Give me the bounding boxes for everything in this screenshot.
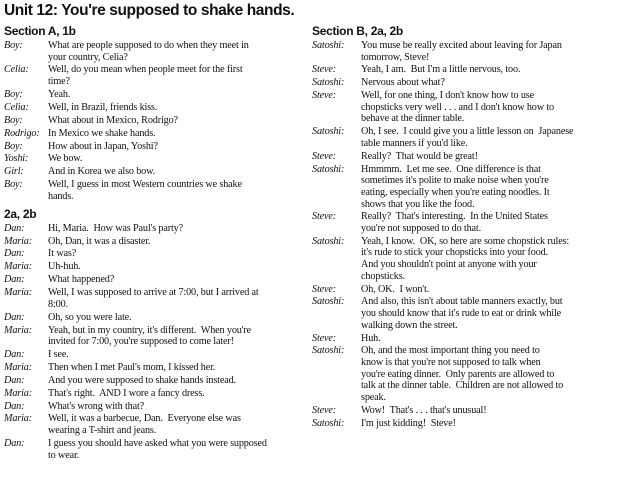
dialogue-turn [312, 211, 618, 234]
dialogue-turn [4, 325, 304, 348]
dialogue-line [312, 247, 618, 259]
dialogue-line [312, 187, 618, 199]
dialogue-line [312, 175, 618, 187]
dialogue-turn [312, 284, 618, 296]
dialogue-line [312, 138, 618, 150]
dialogue-turn [4, 349, 304, 361]
dialogue-line [312, 77, 618, 89]
dialogue-text: You muse be really excited about leaving for Japan [361, 40, 562, 51]
dialogue-turn [4, 223, 304, 235]
dialogue-turn [312, 77, 618, 89]
turn-spacer [4, 202, 304, 203]
dialogue-text: And you were supposed to shake hands instead. [48, 374, 236, 386]
speaker-indent [312, 175, 361, 187]
speaker-indent [312, 380, 361, 392]
speaker-name: Steve: [312, 283, 336, 295]
dialogue-line [312, 345, 618, 357]
dialogue-text: it's rude to stick your chopsticks into your food. [361, 247, 549, 259]
speaker-name: Dan: [4, 222, 25, 234]
speaker-name: Girl: [4, 166, 24, 178]
dialogue-line [4, 438, 304, 450]
dialogue-turn [4, 375, 304, 387]
dialogue-text: Hi, Maria. How was Paul's party? [48, 222, 183, 234]
dialogue-line [312, 296, 618, 308]
dialogue-text: Uh-huh. [48, 261, 81, 273]
dialogue-line [312, 236, 618, 248]
dialogue-text: invited for 7:00, you're supposed to come later! [48, 336, 234, 348]
speaker-name: Satoshi: [312, 126, 345, 138]
dialogue-text: Oh, I see. I could give you a little lesson on Japanese [361, 126, 574, 138]
dialogue-turn [312, 40, 618, 63]
dialogue-line [312, 308, 618, 320]
section-heading: Section A, 1b [4, 24, 76, 38]
dialogue-line [312, 151, 618, 163]
dialogue-text: That's right. AND I wore a fancy dress. [48, 387, 205, 399]
dialogue-turn [4, 312, 304, 324]
dialogue-text: you're not supposed to do that. [361, 222, 481, 234]
dialogue-line [4, 236, 304, 248]
dialogue-line [4, 349, 304, 361]
dialogue-turn [312, 236, 618, 282]
dialogue-text: What happened? [48, 274, 115, 286]
dialogue-text: eating, especially when you're eating noodles. It [361, 186, 550, 198]
speaker-indent [312, 247, 361, 259]
dialogue-line [4, 388, 304, 400]
dialogue-line [312, 126, 618, 138]
dialogue-turn [4, 248, 304, 260]
dialogue-line [312, 357, 618, 369]
dialogue-line [4, 325, 304, 337]
speaker-name: Boy: [4, 88, 23, 100]
dialogue-text: Then when I met Paul's mom, I kissed her. [48, 361, 216, 373]
dialogue-line [4, 76, 304, 88]
dialogue-text: Hmmmm. Let me see. One difference is that [361, 163, 541, 175]
speaker-indent [4, 191, 48, 203]
dialogue-text: know is that you're not supposed to talk when [361, 357, 541, 368]
dialogue-turn [4, 438, 304, 461]
dialogue-turn [312, 151, 618, 163]
speaker-name: Boy: [4, 179, 23, 191]
dialogue-text: tomorrow, Steve! [361, 51, 430, 63]
turn-spacer [312, 429, 618, 430]
speaker-name: Dan: [4, 274, 25, 286]
dialogue-turn [4, 64, 304, 87]
dialogue-line [4, 64, 304, 76]
dialogue-line [4, 299, 304, 311]
speaker-name: Maria: [4, 413, 32, 425]
dialogue-line [4, 179, 304, 191]
section-heading: Section B, 2a, 2b [312, 24, 403, 38]
speaker-indent [312, 138, 361, 150]
speaker-indent [312, 113, 361, 125]
dialogue-line [312, 418, 618, 430]
speaker-indent [4, 76, 48, 88]
dialogue-text: It was? [48, 248, 77, 260]
dialogue-text: I'm just kidding! Steve! [361, 417, 456, 429]
dialogue-turn [4, 153, 304, 165]
speaker-indent [312, 271, 361, 283]
dialogue-turn [4, 89, 304, 101]
dialogue-text: Well, in Brazil, friends kiss. [48, 101, 158, 113]
dialogue-turn [312, 64, 618, 76]
speaker-name: Yoshi: [4, 153, 29, 165]
speaker-name: Satoshi: [312, 345, 345, 357]
dialogue-text: Oh, Dan, it was a disaster. [48, 235, 151, 247]
dialogue-line [4, 312, 304, 324]
dialogue-turn [4, 362, 304, 374]
speaker-name: Steve: [312, 90, 336, 102]
speaker-indent [312, 199, 361, 211]
dialogue-line [312, 199, 618, 211]
dialogue-line [4, 191, 304, 203]
dialogue-line [4, 141, 304, 153]
speaker-indent [4, 425, 48, 437]
dialogue-line [4, 413, 304, 425]
dialogue-line [312, 40, 618, 52]
dialogue-text: Yeah, but in my country, it's different. When you're [48, 324, 252, 336]
dialogue-line [4, 52, 304, 64]
dialogue-text: time? [48, 76, 70, 88]
dialogue-turn [312, 126, 618, 149]
dialogue-text: And you shouldn't point at anyone with your [361, 259, 537, 271]
dialogue-line [312, 271, 618, 283]
dialogue-turn [4, 236, 304, 248]
speaker-name: Satoshi: [312, 417, 345, 429]
dialogue-line [312, 64, 618, 76]
speaker-indent [312, 102, 361, 114]
dialogue-text: Wow! That's . . . that's unusual! [361, 404, 487, 416]
dialogue-line [4, 128, 304, 140]
dialogue-line [312, 333, 618, 345]
dialogue-text: In Mexico we shake hands. [48, 127, 156, 139]
dialogue-line [312, 405, 618, 417]
dialogue-turn [4, 141, 304, 153]
dialogue-line [312, 102, 618, 114]
speaker-name: Maria: [4, 235, 32, 247]
dialogue-text: Really? That's interesting. In the United States [361, 211, 548, 223]
dialogue-text: to wear. [48, 449, 80, 461]
dialogue-line [312, 320, 618, 332]
dialogue-line [4, 287, 304, 299]
dialogue-text: And in Korea we also bow. [48, 166, 156, 178]
speaker-name: Boy: [4, 40, 23, 51]
dialogue-turn [4, 274, 304, 286]
dialogue-text: Oh, and the most important thing you need to [361, 345, 540, 357]
speaker-name: Maria: [4, 361, 32, 373]
unit-title: Unit 12: You're supposed to shake hands. [4, 2, 295, 19]
dialogue-text: chopsticks. [361, 270, 405, 282]
dialogue-text: speak. [361, 391, 386, 403]
dialogue-turn [312, 164, 618, 210]
dialogue-line [312, 211, 618, 223]
dialogue-text: your country, Celia? [48, 51, 128, 63]
speaker-name: Dan: [4, 311, 25, 323]
dialogue-turn [4, 128, 304, 140]
speaker-name: Dan: [4, 400, 25, 412]
speaker-indent [4, 450, 48, 462]
dialogue-text: Yeah. [48, 88, 71, 100]
speaker-name: Maria: [4, 261, 32, 273]
speaker-name: Celia: [4, 64, 29, 76]
dialogue-text: Oh, OK. I won't. [361, 283, 430, 295]
dialogue-text: shows that you like the food. [361, 198, 475, 210]
dialogue-turn [312, 405, 618, 417]
speaker-name: Dan: [4, 374, 25, 386]
speaker-name: Steve: [312, 332, 336, 344]
dialogue-text: Nervous about what? [361, 77, 445, 89]
dialogue-line [4, 153, 304, 165]
speaker-indent [312, 308, 361, 320]
dialogue-text: Oh, so you were late. [48, 311, 132, 323]
speaker-name: Rodrigo: [4, 127, 40, 139]
speaker-indent [312, 187, 361, 199]
dialogue-turn [4, 40, 304, 63]
dialogue-text: Well, for one thing, I don't know how to use [361, 90, 534, 102]
speaker-indent [312, 223, 361, 235]
dialogue-text: chopsticks very well . . . and I don't know how to [361, 101, 554, 113]
dialogue-text: Well, I guess in most Western countries we shake [48, 179, 242, 191]
dialogue-text: Yeah, I know. OK, so here are some chopstick rules: [361, 235, 570, 247]
dialogue-text: you're eating dinner. Only parents are allowed to [361, 368, 555, 380]
dialogue-line [312, 164, 618, 176]
dialogue-line [4, 450, 304, 462]
speaker-name: Maria: [4, 287, 32, 299]
speaker-name: Celia: [4, 101, 29, 113]
dialogue-line [4, 166, 304, 178]
dialogue-turn [4, 166, 304, 178]
dialogue-line [312, 52, 618, 64]
dialogue-line [4, 401, 304, 413]
dialogue-line [4, 274, 304, 286]
dialogue-turn [312, 418, 618, 430]
speaker-name: Steve: [312, 404, 336, 416]
left-column [4, 24, 304, 462]
dialogue-turn [312, 345, 618, 403]
section-2a-2b [4, 207, 304, 463]
dialogue-line [4, 40, 304, 52]
dialogue-line [312, 369, 618, 381]
speaker-name: Dan: [4, 437, 25, 449]
dialogue-text: Well, do you mean when people meet for the first [48, 64, 243, 76]
speaker-indent [312, 259, 361, 271]
speaker-name: Steve: [312, 64, 336, 76]
speaker-name: Maria: [4, 387, 32, 399]
dialogue-text: What are people supposed to do when they meet in [48, 40, 249, 51]
dialogue-text: What about in Mexico, Rodrigo? [48, 114, 178, 126]
speaker-name: Satoshi: [312, 296, 345, 308]
speaker-name: Dan: [4, 349, 25, 360]
dialogue-turn [4, 179, 304, 202]
dialogue-text: wearing a T-shirt and jeans. [48, 425, 157, 437]
speaker-indent [312, 357, 361, 369]
dialogue-text: you should know that it's rude to eat or drink while [361, 308, 562, 320]
dialogue-line [4, 102, 304, 114]
dialogue-text: behave at the dinner table. [361, 113, 465, 125]
dialogue-turn [312, 296, 618, 331]
dialogue-line [4, 89, 304, 101]
right-column [312, 24, 618, 430]
speaker-indent [4, 336, 48, 348]
speaker-indent [4, 299, 48, 311]
speaker-name: Satoshi: [312, 77, 345, 89]
dialogue-turn [4, 413, 304, 436]
dialogue-text: How about in Japan, Yoshi? [48, 140, 158, 152]
speaker-name: Steve: [312, 150, 336, 162]
dialogue-line [4, 223, 304, 235]
dialogue-text: And also, this isn't about table manners exactly, but [361, 296, 563, 308]
dialogue-text: walking down the street. [361, 319, 458, 331]
speaker-indent [312, 392, 361, 404]
dialogue-text: Well, I was supposed to arrive at 7:00, but I arrived at [48, 287, 259, 299]
turn-spacer [4, 461, 304, 462]
dialogue-text: What's wrong with that? [48, 400, 144, 412]
dialogue-line [4, 425, 304, 437]
dialogue-line [312, 259, 618, 271]
dialogue-line [4, 362, 304, 374]
dialogue-text: Huh. [361, 332, 381, 344]
dialogue-text: I see. [48, 349, 69, 360]
dialogue-turn [4, 115, 304, 127]
dialogue-turn [312, 90, 618, 125]
speaker-indent [312, 369, 361, 381]
dialogue-text: I guess you should have asked what you were supposed [48, 437, 267, 449]
speaker-indent [4, 52, 48, 64]
dialogue-turn [4, 261, 304, 273]
dialogue [4, 223, 304, 463]
dialogue-line [4, 336, 304, 348]
dialogue-line [312, 392, 618, 404]
section-a-1b [4, 24, 304, 204]
dialogue-turn [4, 401, 304, 413]
dialogue-turn [4, 388, 304, 400]
speaker-name: Steve: [312, 211, 336, 223]
speaker-indent [312, 320, 361, 332]
speaker-name: Satoshi: [312, 40, 345, 51]
dialogue-line [312, 380, 618, 392]
speaker-name: Boy: [4, 114, 23, 126]
dialogue-line [312, 90, 618, 102]
dialogue-text: hands. [48, 190, 74, 202]
dialogue-text: sometimes it's polite to make noise when you're [361, 175, 549, 187]
dialogue-turn [4, 287, 304, 310]
speaker-name: Maria: [4, 324, 32, 336]
section-b-2a-2b [312, 24, 618, 430]
dialogue-text: We bow. [48, 153, 83, 165]
dialogue-text: Well, it was a barbecue, Dan. Everyone else was [48, 413, 241, 425]
dialogue-line [312, 113, 618, 125]
dialogue-line [4, 261, 304, 273]
speaker-name: Satoshi: [312, 235, 345, 247]
dialogue-line [4, 375, 304, 387]
dialogue-text: table manners if you'd like. [361, 137, 468, 149]
dialogue [4, 40, 304, 204]
section-heading: 2a, 2b [4, 206, 37, 221]
speaker-name: Satoshi: [312, 163, 345, 175]
dialogue-line [312, 223, 618, 235]
dialogue-line [312, 284, 618, 296]
speaker-name: Boy: [4, 140, 23, 152]
dialogue-text: 8:00. [48, 298, 68, 310]
dialogue [312, 40, 618, 430]
dialogue-text: Yeah, I am. But I'm a little nervous, too. [361, 64, 521, 76]
dialogue-turn [4, 102, 304, 114]
dialogue-turn [312, 333, 618, 345]
dialogue-text: talk at the dinner table. Children are not allowed to [361, 380, 564, 392]
dialogue-text: Really? That would be great! [361, 150, 478, 162]
speaker-name: Dan: [4, 248, 25, 260]
speaker-indent [312, 52, 361, 64]
dialogue-line [4, 248, 304, 260]
dialogue-line [4, 115, 304, 127]
